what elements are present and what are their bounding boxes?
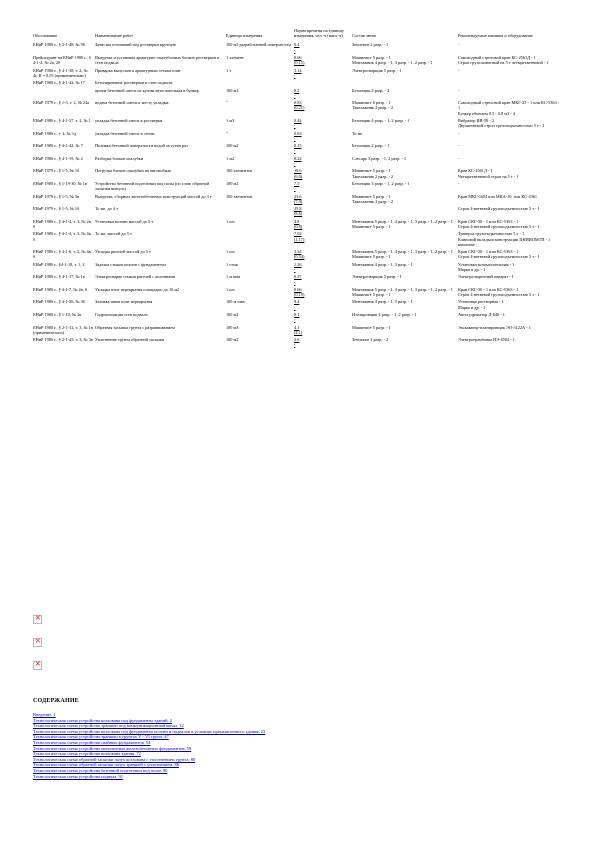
- cell-equipment: Самоходный стреловой кран КС-2561Д - 1 Строп грузозахватный на 5 т четырехветвевой - 1: [458, 55, 549, 66]
- cell-work-name: Выгрузка и установка арматурно-опалубочных блоков ростверков и стен подвала: [95, 55, 220, 66]
- cell-basis: ЕНиР 1980 г., т. 4, № 1д: [33, 130, 77, 136]
- cell-basis: ЕНиР 1980 г., §4-1-18, т. 1, 2: [33, 261, 85, 267]
- toc-link[interactable]: Технологическая схема устройства свайных фундаментов. 54: [33, 739, 151, 745]
- cell-crew: Электросварщик 5 разр. - 1: [352, 274, 402, 280]
- cell-crew: Монтажник 5 разр. - 1, 4 разр. - 1, 3 разр. - 1, 2 разр. - 1 Машинист 5 разр. - 1: [352, 218, 453, 229]
- table-row: [33, 337, 563, 350]
- table-row: [33, 262, 563, 275]
- table-of-contents: [33, 698, 563, 779]
- cell-work-name: укладка бетонной смеси в стены: [95, 130, 155, 136]
- cell-crew: То же: [352, 130, 363, 136]
- cell-unit: 1 т: [226, 67, 232, 73]
- cell-unit: 100 м2: [226, 312, 239, 318]
- cell-unit: 100 м3: [226, 87, 239, 93]
- cell-work-name: Бетонирование ростверков и стен подвала:: [95, 80, 174, 86]
- toc-link[interactable]: Технологическая схема устройства монолитных железобетонных фундаментов. 59: [33, 745, 192, 751]
- cell-basis: ЕНиР 1979 г., § 1-5, т. 2, № 24а: [33, 100, 90, 106]
- cell-equipment: Автогудронатор Д-640 - 1: [458, 312, 505, 318]
- cell-crew: [352, 80, 458, 87]
- toc-link[interactable]: Введение. 1: [33, 712, 56, 717]
- cell-basis: ЕНиР 1980 г., § 4-1-17, № 1в: [33, 274, 85, 280]
- cell-crew: Электросварщик 5 разр. - 1: [352, 67, 402, 73]
- table-body: [33, 42, 563, 349]
- cell-time-norm: 7.5 -: [294, 180, 300, 192]
- cell-basis: ЕНиР 1980 г., § 1-19-30, № 1в: [33, 180, 87, 186]
- cell-crew: Монтажник 4 разр. - 1, 3 разр. - 1: [352, 261, 413, 267]
- cell-basis: ЕНиР 1980 г., § 2-1-12, т. 3, № 1в (применительно): [33, 324, 93, 335]
- cell-basis: ЕНиР 1980 г., § 4-1-19, № 2: [33, 155, 83, 161]
- toc-item: [33, 774, 563, 780]
- cell-work-name: То же, массой до 5 т: [95, 231, 132, 237]
- table-row: [33, 168, 563, 181]
- cell-basis: ЕНиР 1980 г., § 4-1-26, № 3б: [33, 299, 85, 305]
- cell-equipment: -: [458, 42, 460, 48]
- cell-time-norm: 8.1 -: [294, 312, 300, 323]
- cell-equipment: Траверса грузоподъемностью 5 т - 1 Клиновой вкладыш конструкции ЦНИИОМТП - 1 комплект: [458, 231, 551, 247]
- cell-time-norm: 0.15 -: [294, 143, 302, 154]
- cell-unit: 1 м шва: [226, 274, 241, 280]
- cell-equipment: Самоходный стреловой кран МКГ-25 - 1 или КС-5363 - 1 Бункер объемом 0,5 - 0,8 м3 - 4: [458, 100, 560, 116]
- header-time-norm: Норма времени на единицу измерения, чел.-ч (маш.-ч): [294, 28, 345, 39]
- cell-crew: Машинист 5 разр. - 1 Монтажник 4 разр. - 1, 3 разр. - 1, 2 разр. - 1: [352, 55, 433, 66]
- cell-equipment: -: [458, 180, 460, 186]
- toc-link[interactable]: Технологическая схема устройства котлована здания. 72: [33, 751, 141, 757]
- broken-image-icon: [33, 638, 42, 647]
- cell-equipment: Электротрамбовка ИЭ-4504 - 1: [458, 337, 515, 343]
- cell-time-norm: 3.24 (0.54): [294, 249, 305, 260]
- cell-time-norm: 0.37 -: [294, 274, 302, 285]
- table-row: [33, 143, 563, 156]
- cell-basis: ЕНиР 1980 г., § 4-1-42, № 17: [33, 80, 85, 86]
- cell-crew: Монтажник 5 разр. - 1, 4 разр. - 1, 3 разр. - 1, 2 разр. - 1 Машинист 5 разр. - 1: [352, 249, 453, 260]
- cell-unit: 100 м3: [226, 324, 239, 330]
- cell-unit: [226, 80, 294, 87]
- table-row: [33, 118, 563, 131]
- table-row: [33, 131, 563, 144]
- cell-equipment: -: [458, 67, 460, 73]
- header-work-name: Наименование работ: [95, 33, 134, 39]
- toc-list: [33, 712, 563, 779]
- cell-crew: [352, 231, 458, 249]
- cell-unit: 1 м3: [226, 117, 235, 123]
- cell-basis: ЕНиР 1979 г., § 1-5, № 5в: [33, 193, 80, 199]
- cell-work-name: Поливка бетонной поверхности водой за сутки раз: [95, 143, 188, 149]
- cell-crew: Бетонщик 2 разр. - 2: [352, 87, 390, 93]
- cell-work-name: Гидроизоляция стен подвала: [95, 312, 148, 318]
- cell-equipment: Установка вспомогательная - 1 Марка и др. - 1: [458, 261, 515, 272]
- cell-basis: ЕНиР 1980 г., § 4-1-37, т. 2, № 1: [33, 117, 91, 123]
- cell-crew: Машинист 5 разр. - 1 Такелажник 2 разр. - 2: [352, 168, 394, 179]
- header-crew: Состав звена: [352, 33, 376, 39]
- cell-time-norm: 3.14 -: [294, 67, 302, 78]
- cell-basis: ЕНиР 1980 г., § 4-1-4, т. 3, № 2в, б: [33, 218, 92, 229]
- cell-unit: ": [226, 100, 228, 106]
- cell-unit: 100 м2: [226, 180, 239, 186]
- table-row: [33, 299, 563, 312]
- header-basis: Обоснование: [33, 33, 58, 39]
- table-row: [33, 68, 563, 81]
- cell-basis: Прейскурант на ЕНиР 1980 г., § 4-1-2, № 2а, 2б: [33, 55, 91, 66]
- table-row: [33, 325, 563, 338]
- cell-crew: Монтажник 5 разр. - 1, 4 разр. - 1, 3 разр. - 1, 2 разр. - 1 Машинист 5 разр. - 1: [352, 286, 453, 298]
- cell-basis: ЕНиР 1980 г., § 2-1-45, т. 3, № 3в: [33, 337, 93, 343]
- cell-crew: Бетонщик 3 разр. - 1, 2 разр. - 1: [352, 180, 410, 186]
- cell-time-norm: 23.6 (7.9): [294, 193, 303, 204]
- cell-work-name: Приварка выпусков к арматурным сеткам плит: [95, 67, 181, 73]
- cell-work-name: укладка бетонной смеси в ростверки: [95, 117, 163, 123]
- cell-equipment: Кран СКГ-30 - 1 или КС-5363 - 1 Строп 4-ветвевой грузоподъемностью 5 т - 1: [458, 286, 540, 298]
- cell-unit: 1 шт.: [226, 218, 236, 224]
- cell-work-name: прием бетонной смеси из кузова автосамосвала в бункер: [95, 87, 199, 93]
- cell-work-name: Уплотнение грунта обратной засыпки: [95, 337, 165, 343]
- cell-work-name: Выгрузка, сборных железобетонных конструкций массой до 3 т: [95, 193, 212, 199]
- toc-link[interactable]: Технологическая схема обратной засыпки пазух котлована с уплотнением грунта. 80: [33, 756, 196, 762]
- cell-crew: Землекоп 3 разр. - 2: [352, 337, 389, 343]
- cell-crew: Изолировщик 4 разр. - 1, 2 разр. - 1: [352, 312, 417, 318]
- cell-crew: [352, 206, 458, 219]
- broken-image-icon: [33, 661, 42, 670]
- cell-time-norm: 4.8 (0.8): [294, 218, 303, 229]
- broken-images: [33, 615, 42, 684]
- cell-basis: ЕНиР 1979 г., § 1-5, № 1б: [33, 206, 80, 212]
- cell-time-norm: 0.44 -: [294, 117, 302, 129]
- cell-crew: Машинист 6 разр. - 1 Такелажник 2 разр. - 2: [352, 100, 394, 111]
- cell-equipment: -: [458, 87, 460, 93]
- cell-unit: 100 м шва: [226, 299, 245, 305]
- cell-basis: ЕНиР 1980 г., § 4-1-4, т. 3, № 4в, б: [33, 231, 92, 242]
- cell-time-norm: 0.66 (0.19): [294, 286, 305, 298]
- cell-unit: 100 элементов: [226, 193, 253, 199]
- cell-crew: Слесарь 3 разр. - 1, 2 разр. - 1: [352, 155, 407, 161]
- cell-work-name: Установка колонн массой до 3 т: [95, 218, 154, 224]
- table-row: [33, 156, 563, 169]
- cell-time-norm: [294, 80, 352, 87]
- cell-equipment: Кран СКГ-30 - 1 или КС-5363 - 1 Строп 4-ветвевой грузоподъемностью 5 т - 1: [458, 218, 540, 229]
- table-row: [33, 194, 563, 207]
- cell-equipment: Экскаватор-планировщик ЭО-3122А - 1: [458, 324, 531, 330]
- table-row: [33, 206, 563, 219]
- cell-work-name: Разборка блоков опалубки: [95, 155, 144, 161]
- cell-equipment: Вибратор ИВ-58 - 2 Двухветвевой строп грузоподъемностью 5 т - 1: [458, 117, 545, 129]
- table-row: [33, 249, 563, 262]
- cell-unit: 1 м2: [226, 155, 235, 161]
- cell-time-norm: 0.22 -: [294, 155, 302, 166]
- cell-basis: [33, 88, 95, 101]
- cell-time-norm: 18.6 (6.0): [294, 168, 303, 179]
- cell-unit: 1 шт.: [226, 249, 236, 255]
- cell-unit: 1 элемент: [226, 55, 244, 60]
- cell-work-name: Обратная засыпка грунта с разравниванием: [95, 324, 175, 330]
- table-row: [33, 219, 563, 232]
- cell-equipment: Строп 4-ветвевой грузоподъемностью 5 т - 1: [458, 206, 540, 212]
- cell-unit: [226, 231, 294, 249]
- cell-work-name: Устройство бетонной подготовки под полы (по слою обратной засыпки выпуск): [95, 180, 210, 192]
- broken-image-icon: [33, 615, 42, 624]
- cell-work-name: Зачистка оснований под ростверки вручную: [95, 42, 176, 48]
- cell-equipment: Кран СКГ-30 - 1 или КС-5363 - 1 Строп 4-ветвевой грузоподъемностью 5 т - 1: [458, 249, 540, 260]
- toc-link[interactable]: Технологическая схема устройства подвала. 91: [33, 773, 124, 779]
- cell-basis: ЕНиР 1980 г., § 1-19, № 2в: [33, 312, 82, 318]
- cell-basis: ЕНиР 1980 г., § 2-1-48, № 9б: [33, 42, 85, 48]
- table-row: [33, 80, 563, 87]
- table-row: [33, 287, 563, 300]
- table-header-row: [33, 28, 563, 42]
- cell-equipment: -: [458, 155, 460, 161]
- table-row: [33, 42, 563, 55]
- cell-basis: ЕНиР 1979 г., § 1-5, № 1б: [33, 168, 80, 174]
- table-row: [33, 55, 563, 68]
- cell-time-norm: 3.6 -: [294, 337, 300, 348]
- table-row: [33, 100, 563, 118]
- cell-unit: 1 шт.: [226, 286, 236, 292]
- cell-crew: Машинист 5 разр. - 1 Такелажник 2 разр. - 2: [352, 193, 394, 204]
- cell-equipment: Электросварочный аппарат - 1: [458, 274, 514, 280]
- cell-time-norm: 0.83 (0.21): [294, 100, 305, 111]
- cell-crew: Монтажник 4 разр. - 1, 3 разр. - 1: [352, 299, 413, 305]
- cell-work-name: То же, до 4 т: [95, 206, 119, 212]
- cell-crew: Бетонщик 4 разр. - 1, 2 разр. - 1: [352, 117, 410, 123]
- norms-table: [33, 28, 563, 350]
- cell-time-norm: 8.5 -: [294, 87, 300, 98]
- cell-work-name: Заливка швов плит перекрытия: [95, 299, 153, 305]
- toc-link[interactable]: Технологическая схема обратной засыпки пазух траншей с уплотнением. 86: [33, 762, 179, 768]
- cell-unit: 100 м3 разработанной поверхности: [226, 42, 291, 48]
- table-row: [33, 88, 563, 101]
- cell-unit: ": [226, 130, 228, 136]
- cell-work-name: Укладка ригелей массой до 5 т: [95, 249, 151, 255]
- cell-crew: Бетонщик 2 разр. - 1: [352, 143, 390, 149]
- cell-time-norm: 8.4 -: [294, 42, 300, 53]
- toc-link[interactable]: Технологическая схема устройства бетонной подготовки под полы. 90: [33, 767, 168, 773]
- cell-time-norm: 8.4 -: [294, 299, 300, 310]
- cell-crew: Машинист 5 разр. - 1: [352, 324, 391, 330]
- cell-equipment: -: [458, 143, 460, 149]
- cell-work-name: Погрузка блоков опалубки на автомобиль: [95, 168, 172, 174]
- cell-work-name: подача бетонной смеси к месту укладки:: [95, 100, 170, 106]
- cell-unit: 100 элементов: [226, 168, 253, 174]
- cell-basis: ЕНиР 1980 г., § 4-1-42, № 7: [33, 143, 83, 149]
- cell-equipment: Кран МКГ-16М или МКА-10, или КС-4361: [458, 193, 538, 199]
- cell-time-norm: 1.26 -: [294, 261, 302, 272]
- cell-basis: ЕНиР 1980 г., § 4-1-38, т. 2, № 4г, К = 0,55 (применительно): [33, 67, 88, 78]
- toc-link[interactable]: Технологическая схема устройства котлована под фундаменты колонн и подвалов в условиях промышленного здания. 23: [33, 728, 266, 734]
- cell-equipment: Установка растворная - 1 Марка и др. - 1: [458, 299, 504, 310]
- cell-work-name: Укладка плит перекрытия площадью до 10 м2: [95, 286, 180, 292]
- cell-crew: Землекоп 2 разр. - 1: [352, 42, 389, 48]
- cell-unit: 100 м2: [226, 143, 239, 149]
- cell-unit: 1 стык: [226, 261, 238, 267]
- cell-work-name: Заделка стыков колонн с фундаментом: [95, 261, 166, 267]
- table-row: [33, 274, 563, 287]
- header-unit: Единица измерения: [226, 33, 263, 39]
- toc-link[interactable]: Технологическая схема устройства траншеи под коммуникационный канал. 12: [33, 723, 184, 729]
- toc-link[interactable]: Технологическая схема устройства котлована под фундаменты зданий. 2: [33, 717, 172, 723]
- header-equipment: Рекомендуемые машины и оборудование: [458, 33, 533, 39]
- cell-time-norm: 25.8 (8.6): [294, 206, 303, 217]
- cell-time-norm: 0.63 -: [294, 130, 302, 141]
- cell-work-name: Электросварка стыков ригелей с колоннами: [95, 274, 176, 280]
- cell-equipment: -: [458, 130, 460, 136]
- toc-link[interactable]: Технологическая схема устройства траншеи в грунтах V - VI групп. 47: [33, 734, 169, 740]
- cell-time-norm: 4.1 (4.1): [294, 324, 303, 335]
- toc-title: СОДЕРЖАНИЕ: [33, 698, 79, 704]
- table-row: [33, 231, 563, 249]
- table-row: [33, 181, 563, 194]
- cell-basis: ЕНиР 1980 г., § 4-1-7, № 2в, б: [33, 286, 88, 292]
- cell-equipment: Кран КС-2561Д - 1 Четырехветвевой строп на 5 т - 1: [458, 168, 519, 179]
- cell-equipment: [458, 80, 563, 87]
- cell-time-norm: 0.66 (0.15): [294, 55, 305, 66]
- cell-time-norm: 7.02 (1.17): [294, 231, 305, 242]
- cell-unit: [226, 206, 294, 219]
- cell-unit: 100 м2: [226, 337, 239, 343]
- table-row: [33, 312, 563, 325]
- cell-basis: ЕНиР 1980 г., § 4-1-6, т. 2, № 4в, б: [33, 249, 92, 260]
